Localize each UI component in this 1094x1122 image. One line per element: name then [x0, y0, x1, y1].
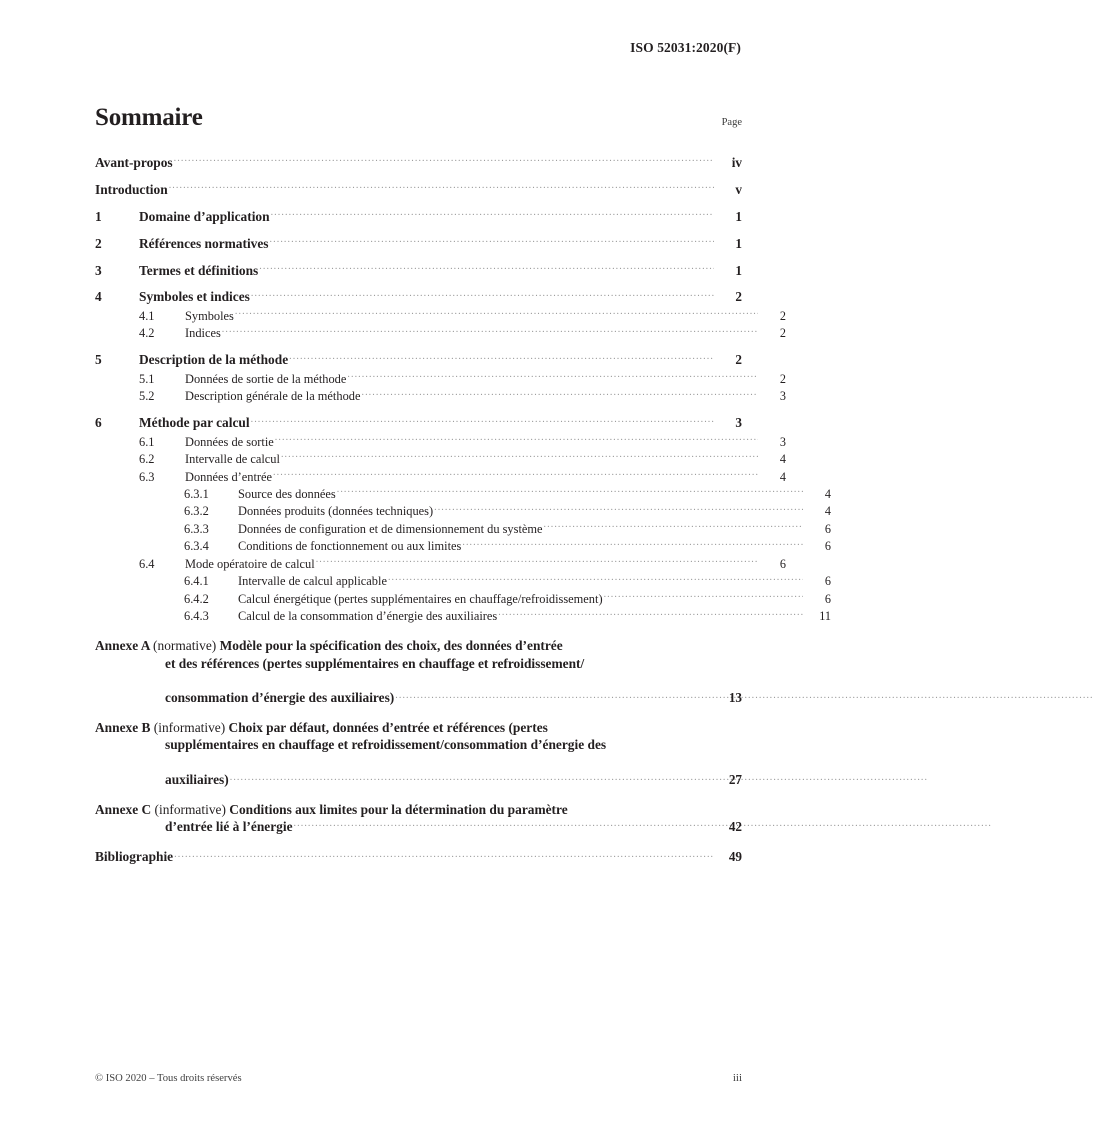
toc-leader [544, 520, 803, 533]
toc-entry-clause-5-1[interactable] [95, 370, 786, 387]
toc-leader [281, 450, 758, 463]
toc-entry-label: Description de la méthode [139, 352, 289, 368]
toc-leader [251, 415, 714, 428]
toc-entry-label: Domaine d’application [139, 208, 270, 224]
toc-entry-page: 1 [735, 208, 742, 224]
annex-kind: (informative) [154, 801, 226, 817]
toc-entry-page: 2 [779, 308, 786, 323]
toc-entry-label: Symboles et indices [139, 289, 250, 305]
toc-entry-clause-6-3-4[interactable] [95, 538, 831, 555]
toc-title-row [95, 105, 742, 130]
toc-entry-clause-4[interactable] [95, 288, 742, 306]
toc-entry-page: 4 [824, 504, 831, 519]
document-identifier: ISO 52031:2020(F) [630, 40, 741, 55]
toc-entry-page: 2 [735, 289, 742, 305]
toc-entry-clause-5-2[interactable] [95, 388, 786, 405]
toc-leader [270, 235, 714, 248]
toc-entry-clause-6-4[interactable] [95, 555, 786, 572]
toc-leader [174, 154, 714, 167]
page-footer [95, 1072, 742, 1084]
toc-entry-clause-6-4-2[interactable] [95, 590, 831, 607]
toc-entry-page: 4 [779, 469, 786, 484]
toc-entry-number: 5.2 [139, 389, 155, 404]
annex-title-line-3: consommation d’énergie des auxiliaires) [165, 690, 395, 706]
toc-entry-introduction[interactable] [95, 181, 742, 199]
toc-entry-page: 1 [735, 235, 742, 251]
toc-entry-clause-6-2[interactable] [95, 450, 786, 467]
toc-entry-clause-6-3-2[interactable] [95, 503, 831, 520]
toc-entry-page: 3 [779, 434, 786, 449]
toc-entry-clause-1[interactable] [95, 208, 742, 226]
toc-leader [498, 608, 803, 621]
toc-entry-label: Termes et définitions [139, 262, 259, 278]
toc-entry-clause-6-4-1[interactable] [95, 573, 831, 590]
toc-entry-number: 5.1 [139, 371, 155, 386]
toc-entry-page: 6 [824, 539, 831, 554]
toc-leader [271, 208, 714, 221]
toc-leader [259, 262, 714, 275]
toc-entry-page: v [735, 181, 742, 197]
toc-entry-number: 6 [95, 415, 102, 431]
toc-entry-label: Références normatives [139, 235, 269, 251]
toc-entry-clause-3[interactable] [95, 262, 742, 280]
toc-entry-label: Conditions de fonctionnement ou aux limites [238, 539, 462, 554]
toc-leader [289, 352, 714, 365]
toc-leader [235, 307, 758, 320]
toc-entry-label: Calcul énergétique (pertes supplémentaires en chauffage/refroidissement) [238, 591, 603, 606]
toc-entry-number: 6.3.4 [184, 539, 209, 554]
toc-entry-number: 6.4.1 [184, 574, 209, 589]
annex-name: Annexe C [95, 801, 152, 817]
toc-leader [222, 325, 758, 338]
toc-entry-number: 3 [95, 262, 102, 278]
toc-entry-page: 3 [779, 389, 786, 404]
page-column-label: Page [721, 117, 742, 128]
toc-entry-label: Description générale de la méthode [185, 389, 361, 404]
toc-entry-label: Méthode par calcul [139, 415, 250, 431]
toc-entry-clause-6[interactable] [95, 414, 742, 432]
toc-entry-number: 6.3 [139, 469, 155, 484]
toc-entry-number: 4.2 [139, 326, 155, 341]
annex-title-line-2: supplémentaires en chauffage et refroidissement/consommation d’énergie des [165, 737, 607, 753]
toc-entry-annexe-a[interactable] [95, 637, 742, 707]
toc-entry-number: 6.1 [139, 434, 155, 449]
folio-number: iii [732, 1072, 742, 1084]
toc-entry-label: Symboles [185, 308, 234, 323]
toc-leader [230, 771, 697, 784]
annex-title-line-3: auxiliaires) [165, 772, 229, 788]
toc-entry-label: Source des données [238, 487, 336, 501]
toc-entry-label: Intervalle de calcul applicable [238, 574, 387, 589]
toc-entry-page: 49 [728, 848, 742, 864]
toc-leader [273, 468, 758, 481]
toc-entry-page: 11 [819, 609, 831, 624]
toc-entry-clause-4-1[interactable] [95, 307, 786, 324]
toc-entry-clause-4-2[interactable] [95, 325, 786, 342]
annex-page: 27 [728, 772, 742, 788]
toc-entry-page: 1 [735, 262, 742, 278]
toc-leader [347, 370, 758, 383]
annex-name: Annexe B [95, 719, 151, 735]
toc-entry-label: Mode opératoire de calcul [185, 556, 315, 571]
toc-entry-label: Calcul de la consommation d’énergie des auxiliaires [238, 609, 498, 624]
toc-entry-label: Intervalle de calcul [185, 452, 280, 467]
toc-entry-clause-6-4-3[interactable] [95, 608, 831, 625]
toc-entry-label: Bibliographie [95, 848, 174, 864]
annex-title-line-1: Choix par défaut, données d’entrée et références (pertes [228, 719, 548, 735]
toc-leader [395, 690, 704, 703]
toc-entry-annexe-c[interactable] [95, 801, 742, 836]
toc-entry-number: 6.3.2 [184, 504, 209, 519]
toc-entry-page: iv [731, 155, 742, 170]
toc-entry-annexe-b[interactable] [95, 719, 742, 789]
toc-entry-label: Données de sortie [185, 434, 274, 449]
toc-entry-clause-2[interactable] [95, 235, 742, 253]
toc-entry-number: 6.3.1 [184, 487, 209, 501]
toc-entry-page: 2 [735, 352, 742, 368]
annex-kind: (informative) [153, 719, 226, 735]
toc-entry-clause-5[interactable] [95, 351, 742, 369]
toc-entry-page: 4 [779, 452, 786, 467]
toc-entry-clause-6-3[interactable] [95, 468, 786, 485]
toc-entry-number: 6.4.2 [184, 591, 209, 606]
toc-leader [316, 555, 758, 568]
toc-entry-page: 6 [824, 574, 831, 589]
toc-entry-number: 4.1 [139, 308, 155, 323]
toc-leader [169, 181, 714, 194]
toc-entry-page: 6 [824, 591, 831, 606]
toc-entry-label: Données produits (données techniques) [238, 504, 434, 519]
toc-entry-clause-6-3-3[interactable] [95, 520, 831, 537]
toc-entry-clause-6-3-1[interactable] [95, 485, 831, 502]
toc-entry-clause-6-1[interactable] [95, 433, 786, 450]
toc-leader [337, 485, 803, 498]
page-title: Sommaire [95, 104, 203, 131]
annex-title-line-1: Conditions aux limites pour la détermination du paramètre [229, 801, 568, 817]
toc-leader [462, 538, 803, 551]
toc-entry-page: 2 [779, 371, 786, 386]
toc-entry-label: Avant-propos [95, 155, 173, 170]
toc-leader [361, 388, 758, 401]
toc-leader [174, 847, 714, 860]
toc-entry-label: Données de configuration et de dimensionnement du système [238, 521, 543, 536]
toc-entry-number: 6.2 [139, 452, 155, 467]
toc-entry-number: 1 [95, 208, 102, 224]
toc-leader [294, 818, 681, 831]
annex-title-line-1: Modèle pour la spécification des choix, des données d’entrée [219, 638, 563, 654]
toc-leader [388, 573, 803, 586]
toc-entry-avant-propos[interactable] [95, 154, 742, 172]
copyright-notice: © ISO 2020 – Tous droits réservés [95, 1073, 242, 1084]
toc-leader [434, 503, 803, 516]
toc-entry-page: 2 [779, 326, 786, 341]
toc-entry-bibliographie[interactable] [95, 847, 742, 864]
toc-entry-number: 2 [95, 235, 102, 251]
toc-entry-label: Données d’entrée [185, 469, 273, 484]
toc-entry-page: 6 [824, 521, 831, 536]
table-of-contents [95, 154, 831, 865]
annex-kind: (normative) [153, 638, 217, 654]
toc-entry-label: Données de sortie de la méthode [185, 371, 347, 386]
toc-entry-number: 4 [95, 289, 102, 305]
annex-page: 42 [728, 818, 742, 834]
toc-entry-page: 6 [779, 556, 786, 571]
toc-leader [251, 289, 714, 302]
toc-entry-number: 6.3.3 [184, 521, 209, 536]
toc-leader [604, 590, 803, 603]
annex-title-line-2: d’entrée lié à l’énergie [165, 818, 293, 834]
toc-entry-page: 3 [735, 415, 742, 431]
toc-entry-number: 6.4.3 [184, 609, 209, 624]
toc-entry-page: 4 [824, 487, 831, 501]
toc-entry-label: Indices [185, 326, 221, 341]
toc-entry-number: 5 [95, 352, 102, 368]
toc-entry-label: Introduction [95, 181, 168, 197]
toc-leader [275, 433, 758, 446]
annex-name: Annexe A [95, 638, 150, 654]
annex-title-line-2: et des références (pertes supplémentaires en chauffage et refroidissement/ [165, 655, 585, 671]
toc-entry-number: 6.4 [139, 556, 155, 571]
annex-page: 13 [728, 690, 742, 706]
